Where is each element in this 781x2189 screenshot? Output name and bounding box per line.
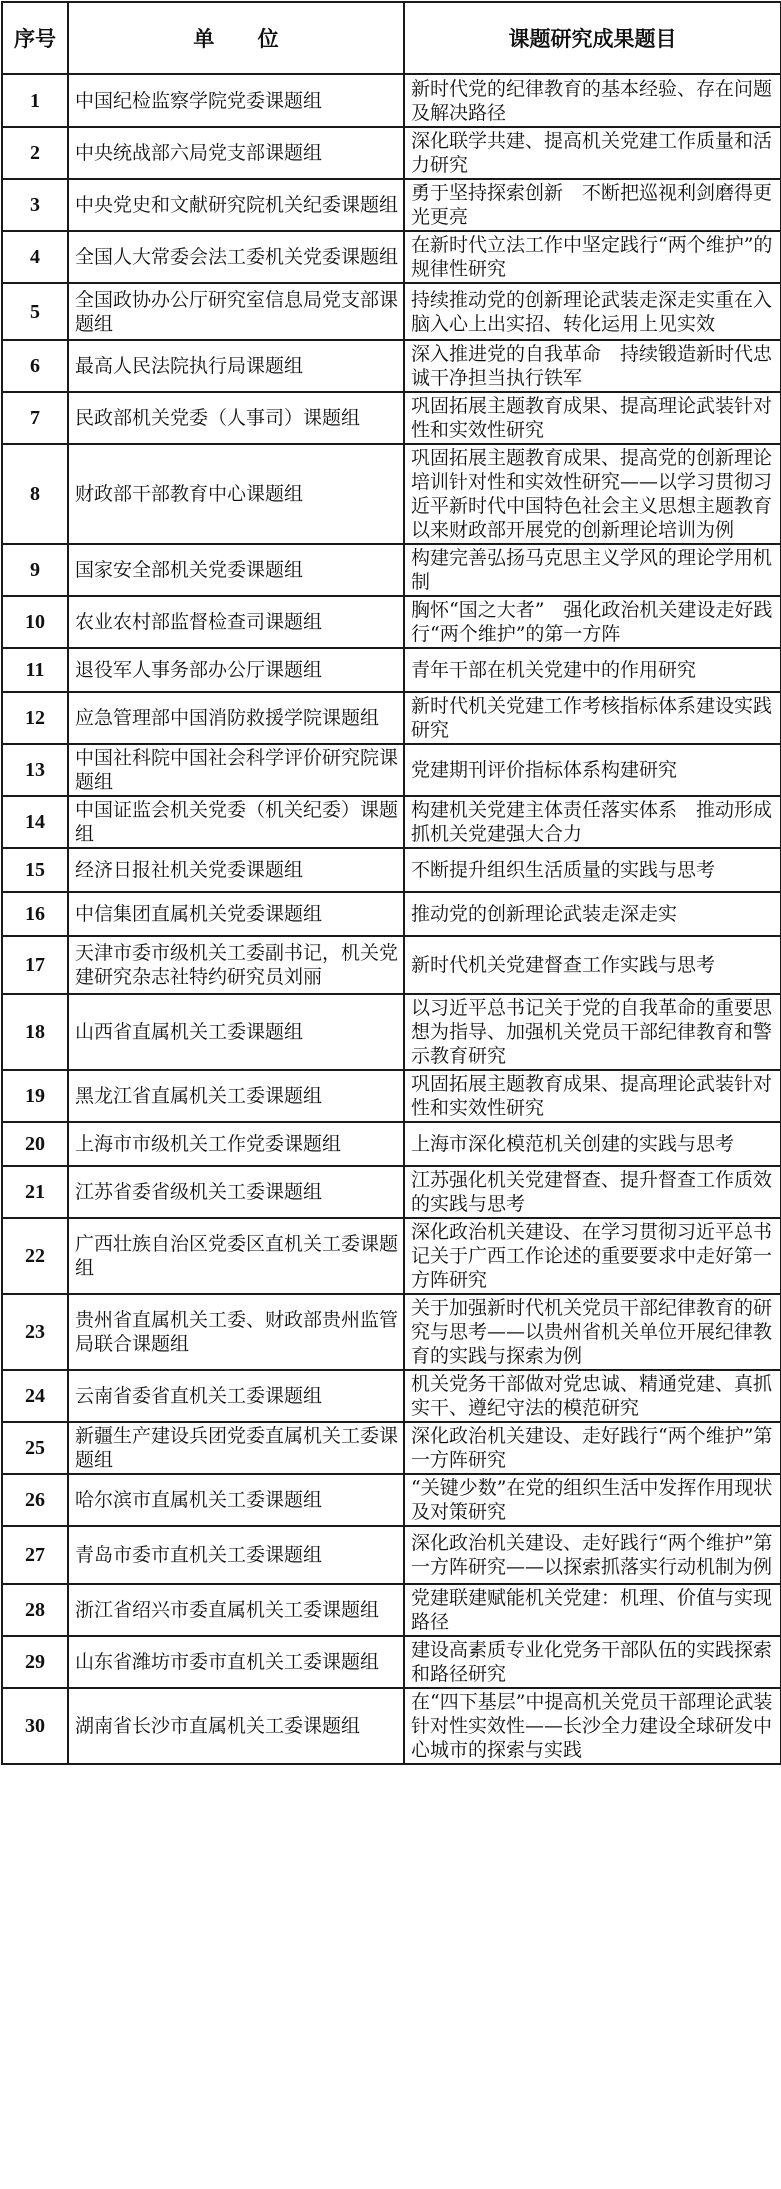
row-research-title: 构建机关党建主体责任落实体系 推动形成抓机关党建强大合力 — [404, 796, 781, 848]
row-unit: 经济日报社机关党委课题组 — [68, 848, 404, 892]
header-research-title: 课题研究成果题目 — [404, 2, 781, 74]
row-unit: 中信集团直属机关党委课题组 — [68, 892, 404, 936]
row-serial-number: 30 — [2, 1688, 68, 1764]
row-research-title: 青年干部在机关党建中的作用研究 — [404, 648, 781, 692]
row-research-title: 建设高素质专业化党务干部队伍的实践探索和路径研究 — [404, 1636, 781, 1688]
row-serial-number: 7 — [2, 392, 68, 444]
row-research-title: 党建联建赋能机关党建：机理、价值与实现路径 — [404, 1584, 781, 1636]
table-row — [2, 648, 781, 692]
research-results-table — [1, 1, 781, 1765]
table-row — [2, 392, 781, 444]
row-research-title: 新时代机关党建督查工作实践与思考 — [404, 936, 781, 994]
row-unit: 山西省直属机关工委课题组 — [68, 994, 404, 1070]
table-row — [2, 744, 781, 796]
row-serial-number: 20 — [2, 1122, 68, 1166]
row-unit: 农业农村部监督检查司课题组 — [68, 596, 404, 648]
row-serial-number: 11 — [2, 648, 68, 692]
table-row — [2, 544, 781, 596]
row-research-title: 深化政治机关建设、在学习贯彻习近平总书记关于广西工作论述的重要要求中走好第一方阵研究 — [404, 1218, 781, 1294]
table-row — [2, 1636, 781, 1688]
row-serial-number: 26 — [2, 1474, 68, 1526]
row-research-title: 党建期刊评价指标体系构建研究 — [404, 744, 781, 796]
row-unit: 中央统战部六局党支部课题组 — [68, 127, 404, 179]
row-unit: 浙江省绍兴市委直属机关工委课题组 — [68, 1584, 404, 1636]
row-serial-number: 24 — [2, 1370, 68, 1422]
table-row — [2, 692, 781, 744]
row-unit: 湖南省长沙市直属机关工委课题组 — [68, 1688, 404, 1764]
row-unit: 上海市市级机关工作党委课题组 — [68, 1122, 404, 1166]
table-row — [2, 1166, 781, 1218]
row-unit: 国家安全部机关党委课题组 — [68, 544, 404, 596]
row-serial-number: 23 — [2, 1294, 68, 1370]
table-row — [2, 283, 781, 340]
table-row — [2, 892, 781, 936]
row-unit: 中国社科院中国社会科学评价研究院课题组 — [68, 744, 404, 796]
table-row — [2, 936, 781, 994]
row-unit: 财政部干部教育中心课题组 — [68, 444, 404, 544]
row-unit: 中国证监会机关党委（机关纪委）课题组 — [68, 796, 404, 848]
table-row — [2, 1370, 781, 1422]
row-serial-number: 16 — [2, 892, 68, 936]
row-research-title: 巩固拓展主题教育成果、提高理论武装针对性和实效性研究 — [404, 392, 781, 444]
table-row — [2, 1294, 781, 1370]
row-research-title: 胸怀“国之大者” 强化政治机关建设走好践行“两个维护”的第一方阵 — [404, 596, 781, 648]
row-research-title: 推动党的创新理论武装走深走实 — [404, 892, 781, 936]
row-research-title: “关键少数”在党的组织生活中发挥作用现状及对策研究 — [404, 1474, 781, 1526]
row-serial-number: 28 — [2, 1584, 68, 1636]
row-research-title: 巩固拓展主题教育成果、提高党的创新理论培训针对性和实效性研究——以学习贯彻习近平新时代中国特色社会主义思想主题教育以来财政部开展党的创新理论培训为例 — [404, 444, 781, 544]
table-row — [2, 596, 781, 648]
row-unit: 中国纪检监察学院党委课题组 — [68, 74, 404, 127]
table-row — [2, 1422, 781, 1474]
table-row — [2, 179, 781, 231]
table-row — [2, 231, 781, 283]
row-serial-number: 27 — [2, 1526, 68, 1584]
table-row — [2, 1584, 781, 1636]
row-serial-number: 17 — [2, 936, 68, 994]
table-row — [2, 1070, 781, 1122]
row-research-title: 巩固拓展主题教育成果、提高理论武装针对性和实效性研究 — [404, 1070, 781, 1122]
table-header-row — [2, 2, 781, 74]
row-unit: 应急管理部中国消防救援学院课题组 — [68, 692, 404, 744]
row-research-title: 以习近平总书记关于党的自我革命的重要思想为指导、加强机关党员干部纪律教育和警示教育研究 — [404, 994, 781, 1070]
row-serial-number: 19 — [2, 1070, 68, 1122]
table-row — [2, 1474, 781, 1526]
row-serial-number: 9 — [2, 544, 68, 596]
row-research-title: 新时代党的纪律教育的基本经验、存在问题及解决路径 — [404, 74, 781, 127]
row-research-title: 勇于坚持探索创新 不断把巡视利剑磨得更光更亮 — [404, 179, 781, 231]
table-row — [2, 994, 781, 1070]
table-row — [2, 340, 781, 392]
table-row — [2, 127, 781, 179]
row-research-title: 构建完善弘扬马克思主义学风的理论学用机制 — [404, 544, 781, 596]
row-unit: 青岛市委市直机关工委课题组 — [68, 1526, 404, 1584]
row-unit: 民政部机关党委（人事司）课题组 — [68, 392, 404, 444]
row-research-title: 深化联学共建、提高机关党建工作质量和活力研究 — [404, 127, 781, 179]
row-unit: 哈尔滨市直属机关工委课题组 — [68, 1474, 404, 1526]
row-serial-number: 25 — [2, 1422, 68, 1474]
row-research-title: 不断提升组织生活质量的实践与思考 — [404, 848, 781, 892]
row-serial-number: 2 — [2, 127, 68, 179]
row-serial-number: 29 — [2, 1636, 68, 1688]
row-research-title: 江苏强化机关党建督查、提升督查工作质效的实践与思考 — [404, 1166, 781, 1218]
row-research-title: 在新时代立法工作中坚定践行“两个维护”的规律性研究 — [404, 231, 781, 283]
table-row — [2, 1526, 781, 1584]
row-unit: 最高人民法院执行局课题组 — [68, 340, 404, 392]
table-row — [2, 1122, 781, 1166]
row-serial-number: 14 — [2, 796, 68, 848]
table-body — [2, 74, 781, 1764]
row-serial-number: 22 — [2, 1218, 68, 1294]
document-page — [0, 1, 781, 2189]
row-unit: 云南省委省直机关工委课题组 — [68, 1370, 404, 1422]
row-unit: 全国政协办公厅研究室信息局党支部课题组 — [68, 283, 404, 340]
row-serial-number: 4 — [2, 231, 68, 283]
row-unit: 新疆生产建设兵团党委直属机关工委课题组 — [68, 1422, 404, 1474]
row-serial-number: 10 — [2, 596, 68, 648]
row-serial-number: 5 — [2, 283, 68, 340]
row-serial-number: 6 — [2, 340, 68, 392]
row-research-title: 深化政治机关建设、走好践行“两个维护”第一方阵研究——以探索抓落实行动机制为例 — [404, 1526, 781, 1584]
row-research-title: 新时代机关党建工作考核指标体系建设实践研究 — [404, 692, 781, 744]
table-row — [2, 848, 781, 892]
row-serial-number: 21 — [2, 1166, 68, 1218]
row-unit: 中央党史和文献研究院机关纪委课题组 — [68, 179, 404, 231]
row-unit: 江苏省委省级机关工委课题组 — [68, 1166, 404, 1218]
row-serial-number: 1 — [2, 74, 68, 127]
row-research-title: 持续推动党的创新理论武装走深走实重在入脑入心上出实招、转化运用上见实效 — [404, 283, 781, 340]
row-unit: 黑龙江省直属机关工委课题组 — [68, 1070, 404, 1122]
row-unit: 贵州省直属机关工委、财政部贵州监管局联合课题组 — [68, 1294, 404, 1370]
row-research-title: 上海市深化模范机关创建的实践与思考 — [404, 1122, 781, 1166]
row-research-title: 关于加强新时代机关党员干部纪律教育的研究与思考——以贵州省机关单位开展纪律教育的实践与探索为例 — [404, 1294, 781, 1370]
row-unit: 山东省潍坊市委市直机关工委课题组 — [68, 1636, 404, 1688]
row-unit: 退役军人事务部办公厅课题组 — [68, 648, 404, 692]
table-row — [2, 1218, 781, 1294]
row-research-title: 在“四下基层”中提高机关党员干部理论武装针对性实效性——长沙全力建设全球研发中心城市的探索与实践 — [404, 1688, 781, 1764]
table-row — [2, 444, 781, 544]
row-research-title: 深化政治机关建设、走好践行“两个维护”第一方阵研究 — [404, 1422, 781, 1474]
row-unit: 天津市委市级机关工委副书记，机关党建研究杂志社特约研究员刘丽 — [68, 936, 404, 994]
row-research-title: 机关党务干部做对党忠诚、精通党建、真抓实干、遵纪守法的模范研究 — [404, 1370, 781, 1422]
row-unit: 全国人大常委会法工委机关党委课题组 — [68, 231, 404, 283]
table-row — [2, 796, 781, 848]
header-unit: 单 位 — [68, 2, 404, 74]
header-serial-number: 序号 — [2, 2, 68, 74]
table-row — [2, 74, 781, 127]
row-serial-number: 12 — [2, 692, 68, 744]
row-serial-number: 13 — [2, 744, 68, 796]
row-serial-number: 15 — [2, 848, 68, 892]
row-serial-number: 3 — [2, 179, 68, 231]
row-unit: 广西壮族自治区党委区直机关工委课题组 — [68, 1218, 404, 1294]
row-serial-number: 8 — [2, 444, 68, 544]
row-serial-number: 18 — [2, 994, 68, 1070]
table-row — [2, 1688, 781, 1764]
row-research-title: 深入推进党的自我革命 持续锻造新时代忠诚干净担当执行铁军 — [404, 340, 781, 392]
